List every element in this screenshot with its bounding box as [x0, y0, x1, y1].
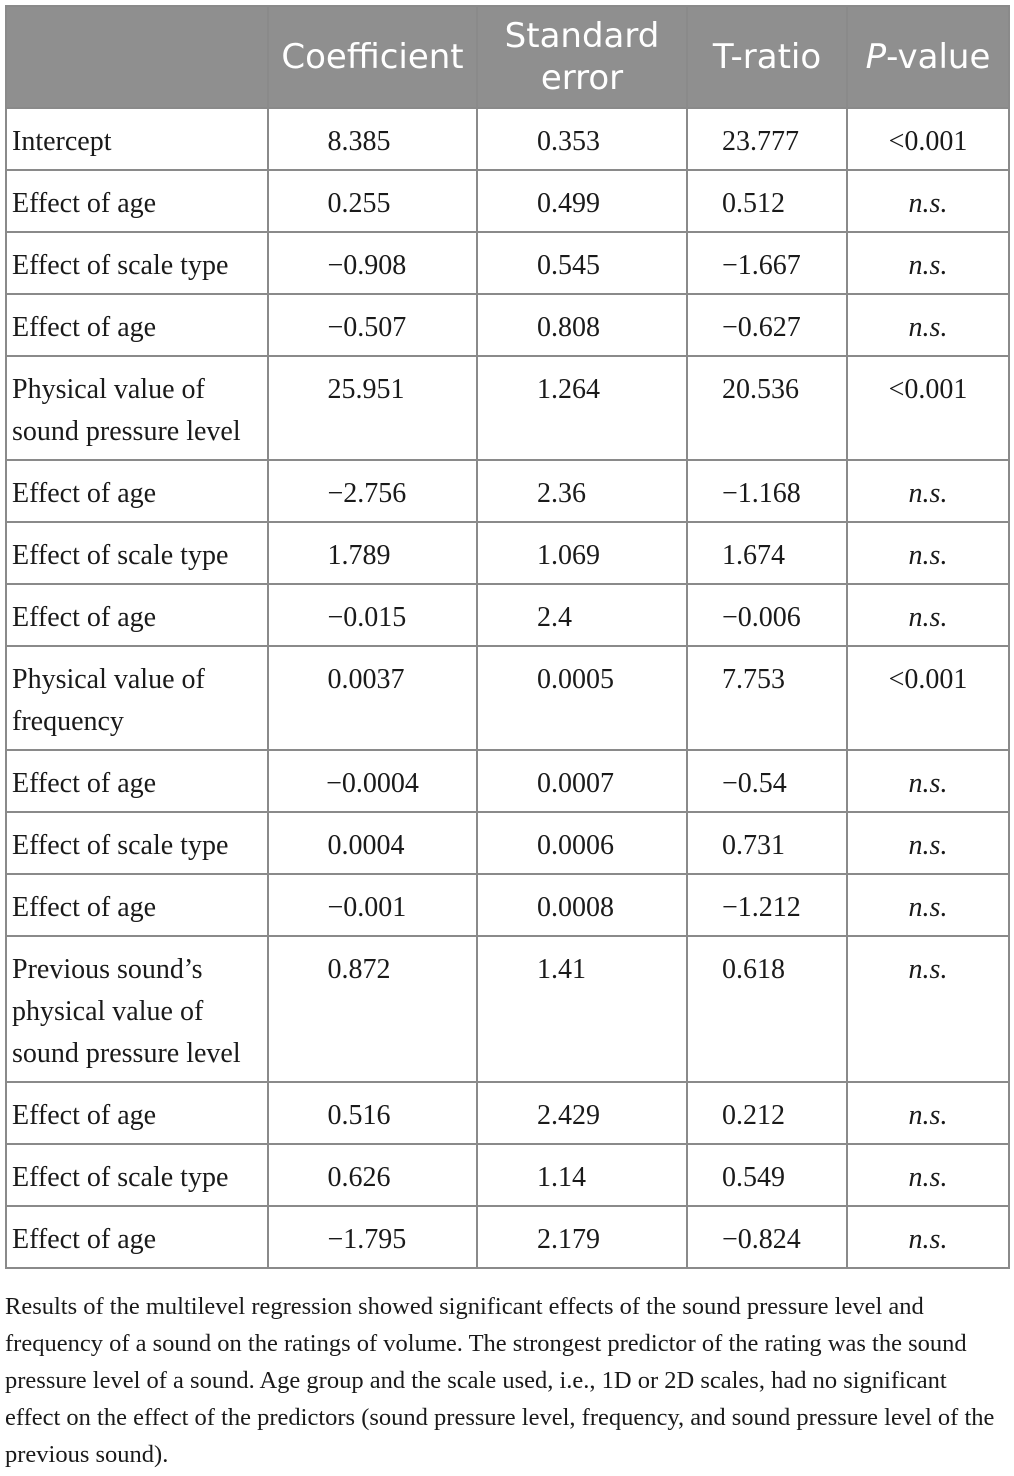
coefficient-cell	[268, 170, 477, 232]
p-value-cell: n.s.	[847, 1144, 1009, 1206]
t-ratio-cell	[687, 170, 847, 232]
standard-error-cell	[477, 232, 687, 294]
coefficient-cell	[268, 750, 477, 812]
coefficient-cell-value: −0.015	[327, 602, 407, 633]
coefficient-cell	[268, 232, 477, 294]
standard-error-cell-value: 1.41	[537, 954, 586, 985]
p-value-cell: n.s.	[847, 294, 1009, 356]
t-ratio-cell	[687, 750, 847, 812]
row-label: Effect of age	[6, 584, 268, 646]
t-ratio-cell	[687, 232, 847, 294]
t-ratio-cell-value: 0.731	[722, 830, 785, 861]
table-row	[6, 356, 1009, 460]
row-label: Effect of scale type	[6, 812, 268, 874]
t-ratio-cell-value: −0.824	[722, 1224, 801, 1255]
row-label: Effect of age	[6, 874, 268, 936]
coefficient-cell-value: −0.507	[327, 312, 407, 343]
row-label: Effect of scale type	[6, 522, 268, 584]
coefficient-cell-value: 1.789	[327, 540, 391, 571]
standard-error-cell-value: 2.179	[537, 1224, 600, 1255]
standard-error-cell	[477, 646, 687, 750]
t-ratio-cell	[687, 460, 847, 522]
t-ratio-cell-value: 1.674	[722, 540, 785, 571]
standard-error-cell	[477, 460, 687, 522]
row-label: Previous sound’s physical value of sound pressure level	[6, 936, 268, 1082]
header-standard-error-text: Standard error	[504, 16, 660, 98]
coefficient-cell-value: 0.0037	[327, 664, 405, 695]
p-value-cell: n.s.	[847, 874, 1009, 936]
standard-error-cell	[477, 356, 687, 460]
t-ratio-cell	[687, 356, 847, 460]
p-value-cell: n.s.	[847, 170, 1009, 232]
standard-error-cell-value: 0.499	[537, 188, 600, 219]
table-row	[6, 812, 1009, 874]
standard-error-cell-value: 0.0006	[537, 830, 614, 861]
row-label: Effect of age	[6, 170, 268, 232]
header-empty	[6, 6, 268, 108]
table-row	[6, 108, 1009, 170]
standard-error-cell-value: 2.4	[537, 602, 572, 633]
t-ratio-cell-value: −0.54	[722, 768, 787, 799]
coefficient-cell	[268, 1206, 477, 1268]
standard-error-cell	[477, 874, 687, 936]
table-row	[6, 750, 1009, 812]
coefficient-cell-value: −0.001	[327, 892, 407, 923]
table-row	[6, 646, 1009, 750]
coefficient-cell-value: −2.756	[327, 478, 407, 509]
standard-error-cell-value: 1.069	[537, 540, 600, 571]
standard-error-cell	[477, 1206, 687, 1268]
coefficient-cell	[268, 460, 477, 522]
standard-error-cell-value: 0.0008	[537, 892, 614, 923]
row-label: Effect of age	[6, 460, 268, 522]
row-label: Effect of age	[6, 1206, 268, 1268]
t-ratio-cell	[687, 1082, 847, 1144]
t-ratio-cell-value: 23.777	[722, 126, 799, 157]
table-body	[6, 108, 1009, 1268]
coefficient-cell	[268, 1144, 477, 1206]
t-ratio-cell-value: −0.006	[722, 602, 801, 633]
regression-table	[5, 5, 1010, 1269]
standard-error-cell-value: 2.36	[537, 478, 586, 509]
row-label: Effect of age	[6, 750, 268, 812]
standard-error-cell	[477, 1082, 687, 1144]
t-ratio-cell	[687, 936, 847, 1082]
t-ratio-cell-value: −1.667	[722, 250, 801, 281]
t-ratio-cell-value: 0.512	[722, 188, 785, 219]
coefficient-cell-value: 25.951	[327, 374, 405, 405]
standard-error-cell	[477, 170, 687, 232]
coefficient-cell-value: 0.872	[327, 954, 391, 985]
t-ratio-cell	[687, 294, 847, 356]
coefficient-cell-value: 0.0004	[327, 830, 405, 861]
t-ratio-cell	[687, 108, 847, 170]
standard-error-cell	[477, 936, 687, 1082]
coefficient-cell-value: 0.516	[327, 1100, 391, 1131]
header-t-ratio: T-ratio	[687, 6, 847, 108]
table-row	[6, 232, 1009, 294]
coefficient-cell-value: 0.626	[327, 1162, 391, 1193]
table-footnote: Results of the multilevel regression showed significant effects of the sound pressure level and frequency of a sound on the ratings of volume. The strongest predictor of the rating was the sound pressure level of a sound. Age group and the scale used, i.e., 1D or 2D scales, had no significant effect on the effect of the predictors (sound pressure level, frequency, and sound pressure level of the previous sound).	[5, 1293, 995, 1468]
table-row	[6, 460, 1009, 522]
regression-table-container	[5, 5, 1008, 1269]
table-row	[6, 936, 1009, 1082]
coefficient-cell	[268, 108, 477, 170]
table-row	[6, 874, 1009, 936]
coefficient-cell	[268, 646, 477, 750]
coefficient-cell	[268, 584, 477, 646]
t-ratio-cell	[687, 812, 847, 874]
coefficient-cell-value: −0.0004	[326, 768, 419, 799]
standard-error-cell-value: 0.0005	[537, 664, 614, 695]
p-value-cell: n.s.	[847, 522, 1009, 584]
standard-error-cell-value: 0.545	[537, 250, 600, 281]
standard-error-cell-value: 0.808	[537, 312, 600, 343]
header-p-value-italic: P	[865, 37, 887, 77]
row-label: Physical value of sound pressure level	[6, 356, 268, 460]
header-p-value	[847, 6, 1009, 108]
table-header-row	[6, 6, 1009, 108]
standard-error-cell-value: 1.264	[537, 374, 600, 405]
p-value-cell: <0.001	[847, 356, 1009, 460]
t-ratio-cell	[687, 522, 847, 584]
t-ratio-cell	[687, 584, 847, 646]
t-ratio-cell-value: −0.627	[722, 312, 801, 343]
p-value-cell: <0.001	[847, 108, 1009, 170]
p-value-cell: n.s.	[847, 936, 1009, 1082]
t-ratio-cell-value: 20.536	[722, 374, 799, 405]
row-label: Effect of age	[6, 1082, 268, 1144]
t-ratio-cell-value: 0.212	[722, 1100, 785, 1131]
table-row	[6, 294, 1009, 356]
t-ratio-cell-value: 7.753	[722, 664, 785, 695]
standard-error-cell	[477, 750, 687, 812]
standard-error-cell	[477, 108, 687, 170]
p-value-cell: n.s.	[847, 1206, 1009, 1268]
standard-error-cell	[477, 294, 687, 356]
coefficient-cell	[268, 356, 477, 460]
t-ratio-cell	[687, 1206, 847, 1268]
standard-error-cell-value: 1.14	[537, 1162, 586, 1193]
standard-error-cell-value: 0.353	[537, 126, 600, 157]
standard-error-cell	[477, 522, 687, 584]
row-label: Effect of scale type	[6, 232, 268, 294]
row-label: Intercept	[6, 108, 268, 170]
p-value-cell: <0.001	[847, 646, 1009, 750]
coefficient-cell	[268, 294, 477, 356]
row-label: Effect of scale type	[6, 1144, 268, 1206]
coefficient-cell-value: −0.908	[327, 250, 407, 281]
t-ratio-cell	[687, 646, 847, 750]
coefficient-cell	[268, 936, 477, 1082]
standard-error-cell	[477, 812, 687, 874]
p-value-cell: n.s.	[847, 584, 1009, 646]
t-ratio-cell-value: −1.212	[722, 892, 801, 923]
standard-error-cell	[477, 1144, 687, 1206]
row-label: Physical value of frequency	[6, 646, 268, 750]
standard-error-cell-value: 0.0007	[537, 768, 614, 799]
t-ratio-cell	[687, 874, 847, 936]
t-ratio-cell	[687, 1144, 847, 1206]
table-row	[6, 1206, 1009, 1268]
coefficient-cell	[268, 874, 477, 936]
header-standard-error	[477, 6, 687, 108]
header-coefficient: Coefficient	[268, 6, 477, 108]
coefficient-cell-value: 0.255	[327, 188, 391, 219]
p-value-cell: n.s.	[847, 1082, 1009, 1144]
t-ratio-cell-value: −1.168	[722, 478, 801, 509]
header-p-value-rest: -value	[886, 37, 991, 77]
standard-error-cell	[477, 584, 687, 646]
standard-error-cell-value: 2.429	[537, 1100, 600, 1131]
coefficient-cell-value: −1.795	[327, 1224, 407, 1255]
p-value-cell: n.s.	[847, 232, 1009, 294]
row-label: Effect of age	[6, 294, 268, 356]
p-value-cell: n.s.	[847, 460, 1009, 522]
p-value-cell: n.s.	[847, 750, 1009, 812]
p-value-cell: n.s.	[847, 812, 1009, 874]
table-row	[6, 1144, 1009, 1206]
coefficient-cell	[268, 812, 477, 874]
coefficient-cell-value: 8.385	[327, 126, 391, 157]
table-row	[6, 584, 1009, 646]
t-ratio-cell-value: 0.618	[722, 954, 785, 985]
coefficient-cell	[268, 522, 477, 584]
table-row	[6, 170, 1009, 232]
t-ratio-cell-value: 0.549	[722, 1162, 785, 1193]
table-row	[6, 522, 1009, 584]
coefficient-cell	[268, 1082, 477, 1144]
table-row	[6, 1082, 1009, 1144]
